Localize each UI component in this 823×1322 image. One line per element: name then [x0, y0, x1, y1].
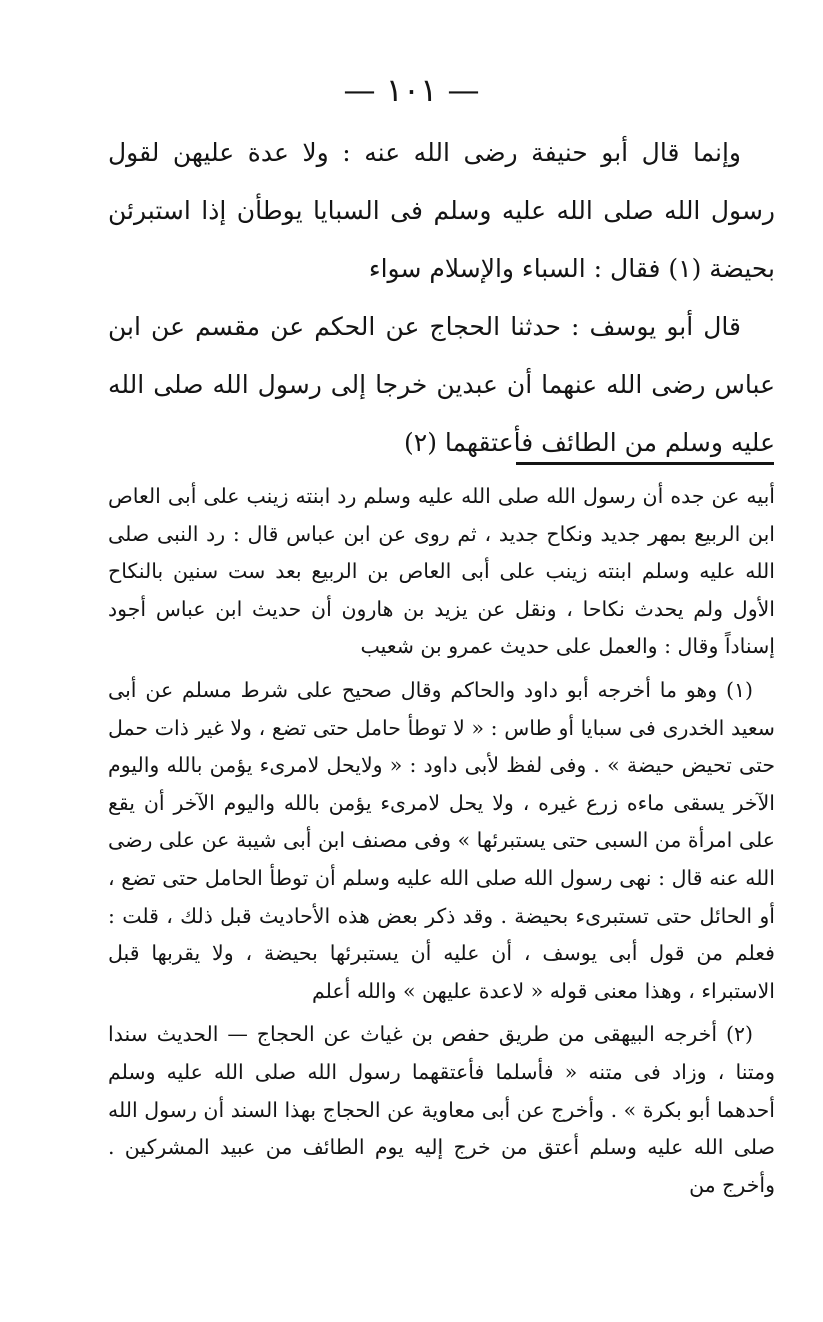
main-paragraph-2: قال أبو يوسف : حدثنا الحجاج عن الحكم عن مقسم عن ابن عباس رضى الله عنهما أن عبدين خرجا إلى رسول الله صلى الله عليه وسلم من الطائف فأعتقهما (٢) [108, 312, 775, 457]
footnotes [108, 478, 775, 1204]
main-text [108, 124, 775, 472]
main-paragraph-1: وإنما قال أبو حنيفة رضى الله عنه : ولا عدة عليهن لقول رسول الله صلى الله عليه وسلم فى السبايا يوطأن إذا استبرئن بحيضة (١) فقال : السباء والإسلام سواء [108, 138, 775, 283]
footnote-separator [516, 462, 774, 465]
page-number: — ١٠١ — [343, 71, 480, 109]
footnote-1: (١) وهو ما أخرجه أبو داود والحاكم وقال صحيح على شرط مسلم عن أبى سعيد الخدرى فى سبايا أو طاس : « لا توطأ حامل حتى تضع ، ولا غير ذات حمل حتى تحيض حيضة » . وفى لفظ لأبى داود : « ولايحل لامرىء يؤمن بالله واليوم الآخر يسقى ماءه زرع غيره ، ولا يحل لامرىء يؤمن بالله واليوم الآخر أن يقع على امرأة من السبى حتى يستبرئها » وفى مصنف ابن أبى شيبة عن على رضى الله عنه قال : نهى رسول الله صلى الله عليه وسلم أن توطأ الحامل حتى تضع ، أو الحائل حتى تستبرىء بحيضة . وقد ذكر بعض هذه الأحاديث قبل ذلك ، قلت : فعلم من قول أبى يوسف ، أن عليه أن يستبرئها بحيضة ، ولا يقربها قبل الاستبراء ، وهذا معنى قوله « لاعدة عليهن » والله أعلم [108, 677, 775, 1003]
footnote-continuation: أبيه عن جده أن رسول الله صلى الله عليه وسلم رد ابنته زينب على أبى العاص ابن الربيع بمهر جديد ونكاح جديد ، ثم روى عن ابن عباس قال : رد النبى صلى الله عليه وسلم ابنته زينب على أبى العاص بن الربيع بعد ست سنين بالنكاح الأول ولم يحدث نكاحا ، ونقل عن يزيد بن هارون أن حديث ابن عباس أجود إسناداً وقال : والعمل على حديث عمرو بن شعيب [108, 484, 775, 659]
footnote-2: (٢) أخرجه البيهقى من طريق حفص بن غياث عن الحجاج — الحديث سندا ومتنا ، وزاد فى متنه « فأسلما فأعتقهما رسول الله صلى الله عليه وسلم أحدهما أبو بكرة » . وأخرج عن أبى معاوية عن الحجاج بهذا السند أن رسول الله صلى الله عليه وسلم أعتق من خرج إليه يوم الطائف من عبيد المشركين . وأخرج من [108, 1022, 775, 1197]
